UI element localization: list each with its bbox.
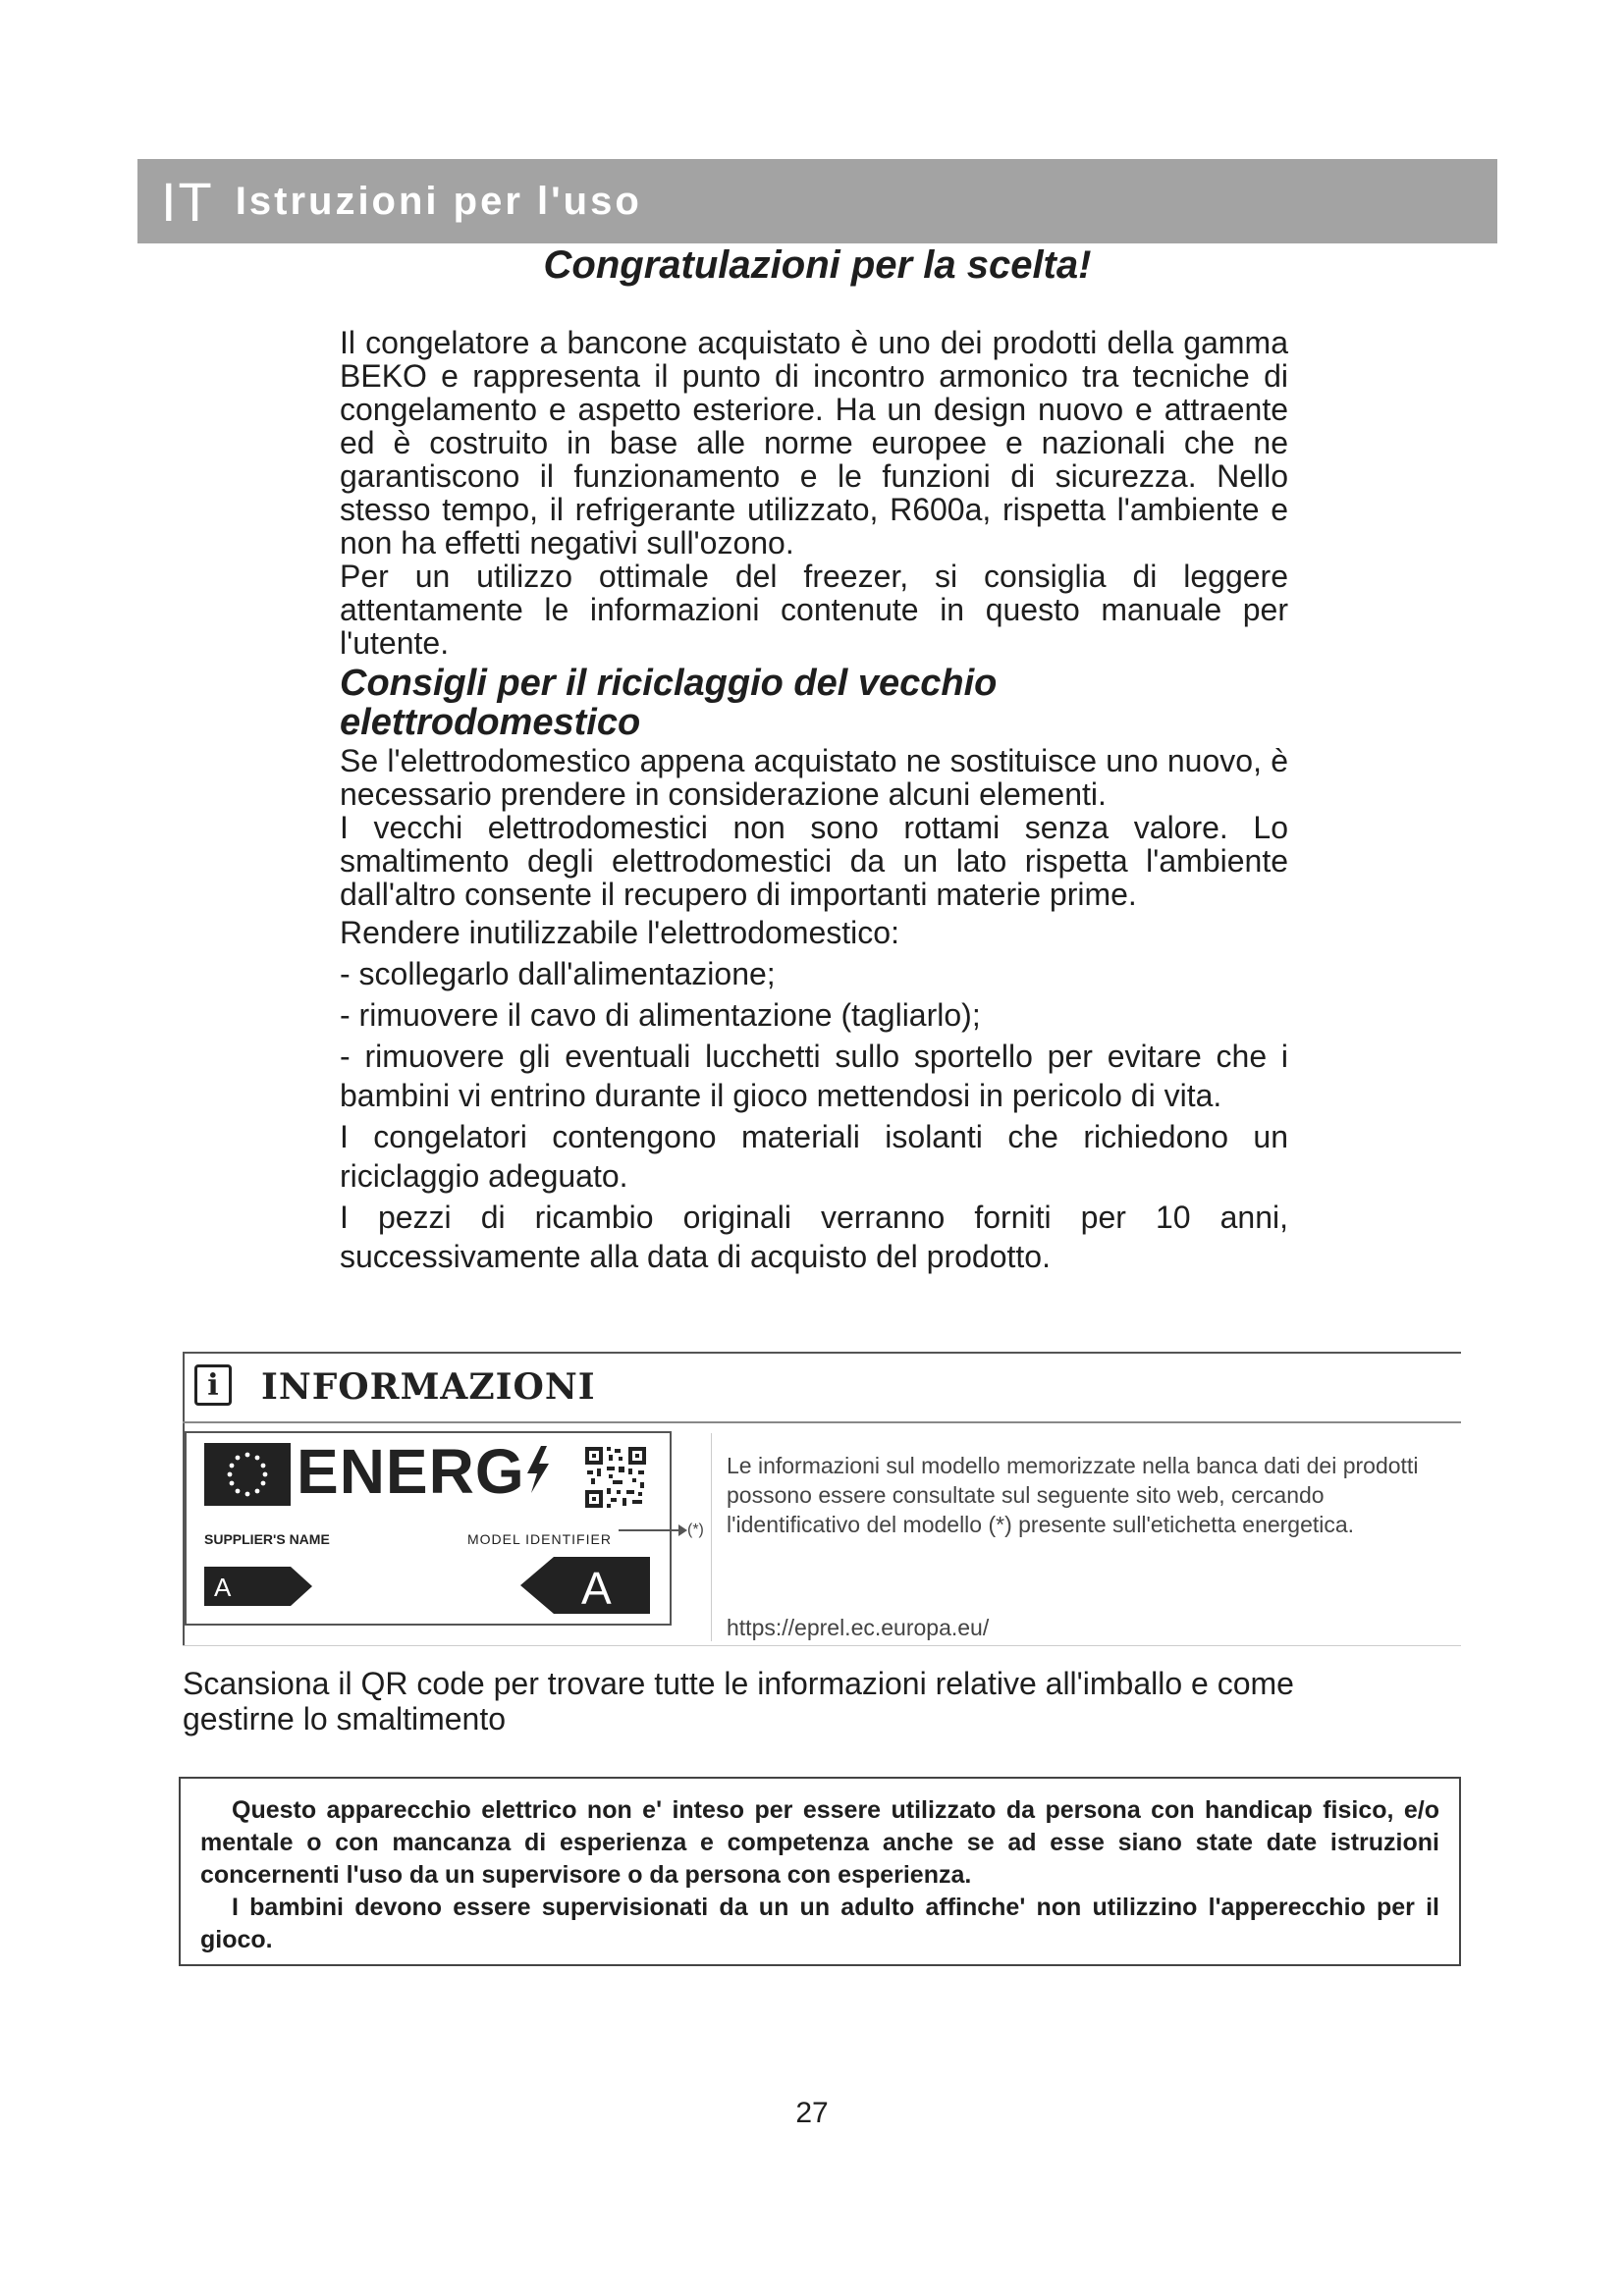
info-divider [711, 1433, 712, 1641]
info-top-rule [183, 1352, 1461, 1354]
recycling-paragraph-3: Rendere inutilizzabile l'elettrodomestico: [340, 915, 899, 950]
qr-code-icon [583, 1445, 648, 1510]
page-subtitle: Congratulazioni per la scelta! [543, 243, 1092, 287]
info-bottom-rule [183, 1645, 1461, 1646]
warning-paragraph-1: Questo apparecchio elettrico non e' inteso per essere utilizzato da persona con handicap fisico, e/o mentale o con mancanza di esperienza e competenza anche se ad esse siano state date istruzioni concernenti l'uso da un supervisore o da persona con esperienza. [200, 1796, 1439, 1889]
energy-label-image [185, 1431, 672, 1626]
energy-class-right-text: A [581, 1563, 612, 1614]
recycling-list-item-3: - rimuovere gli eventuali lucchetti sullo sportello per evitare che i bambini vi entrino durante il gioco mettendosi in pericolo di vita. [340, 1039, 1288, 1113]
info-description: Le informazioni sul modello memorizzate nella banca dati dei prodotti possono essere consultate sul seguente sito web, cercando l'identificativo del modello (*) presente sull'etichetta energetica. [727, 1453, 1419, 1537]
recycling-paragraph-5: I pezzi di ricambio originali verranno forniti per 10 anni, successivamente alla data di acquisto del prodotto. [340, 1200, 1288, 1274]
energy-class-left-text: A [214, 1573, 232, 1602]
info-icon: i [194, 1364, 232, 1406]
recycling-paragraph-2: I vecchi elettrodomestici non sono rottami senza valore. Lo smaltimento degli elettrodomestici da un lato rispetta l'ambiente dall'altro consente il recupero di importanti materie prime. [340, 810, 1288, 912]
supplier-name-label: SUPPLIER'S NAME [204, 1531, 330, 1547]
energy-class-arrow-left [204, 1567, 312, 1606]
recycling-section-title: Consigli per il riciclaggio del vecchio elettrodomestico [340, 663, 998, 743]
header-title: Istruzioni per l'uso [235, 179, 642, 223]
qr-code-note: Scansiona il QR code per trovare tutte le informazioni relative all'imballo e come gestirne lo smaltimento [183, 1666, 1294, 1736]
recycling-paragraph-1: Se l'elettrodomestico appena acquistato ne sostituisce uno nuovo, è necessario prendere in considerazione alcuni elementi. [340, 743, 1288, 812]
intro-paragraph-1: Il congelatore a bancone acquistato è uno dei prodotti della gamma BEKO e rappresenta il punto di incontro armonico tra tecniche di congelamento e aspetto esteriore. Ha un design nuovo e attraente ed è costruito in base alle norme europee e nazionali che ne garantiscono il funzionamento e le funzioni di sicurezza. Nello stesso tempo, il refrigerante utilizzato, R600a, rispetta l'ambiente e non ha effetti negativi sull'ozono. [340, 325, 1288, 561]
model-identifier-label: MODEL IDENTIFIER [467, 1531, 612, 1547]
header-band [137, 159, 1497, 243]
warning-paragraph-2: I bambini devono essere supervisionati da un un adulto affinche' non utilizzino l'apperecchio per il gioco. [200, 1894, 1439, 1953]
recycling-list-item-1: - scollegarlo dall'alimentazione; [340, 956, 776, 991]
recycling-list-item-2: - rimuovere il cavo di alimentazione (tagliarlo); [340, 997, 981, 1033]
eprel-link[interactable]: https://eprel.ec.europa.eu/ [727, 1615, 990, 1640]
intro-paragraph-2: Per un utilizzo ottimale del freezer, si consiglia di leggere attentamente le informazioni contenute in questo manuale per l'utente. [340, 559, 1288, 661]
warning-box [179, 1777, 1461, 1966]
recycling-paragraph-4: I congelatori contengono materiali isolanti che richiedono un riciclaggio adeguato. [340, 1119, 1288, 1194]
main-text [340, 326, 1288, 1276]
lightning-icon [525, 1446, 551, 1493]
page-number: 27 [795, 2097, 829, 2129]
info-mid-rule [183, 1421, 1461, 1423]
energy-wordmark: ENERG [297, 1435, 551, 1508]
model-asterisk: (*) [687, 1522, 704, 1538]
energy-class-arrow-right [520, 1557, 650, 1614]
info-title: INFORMAZIONI [261, 1366, 596, 1408]
language-code: IT [161, 170, 214, 233]
model-identifier-arrow [619, 1529, 685, 1531]
eu-flag-icon [204, 1443, 291, 1506]
